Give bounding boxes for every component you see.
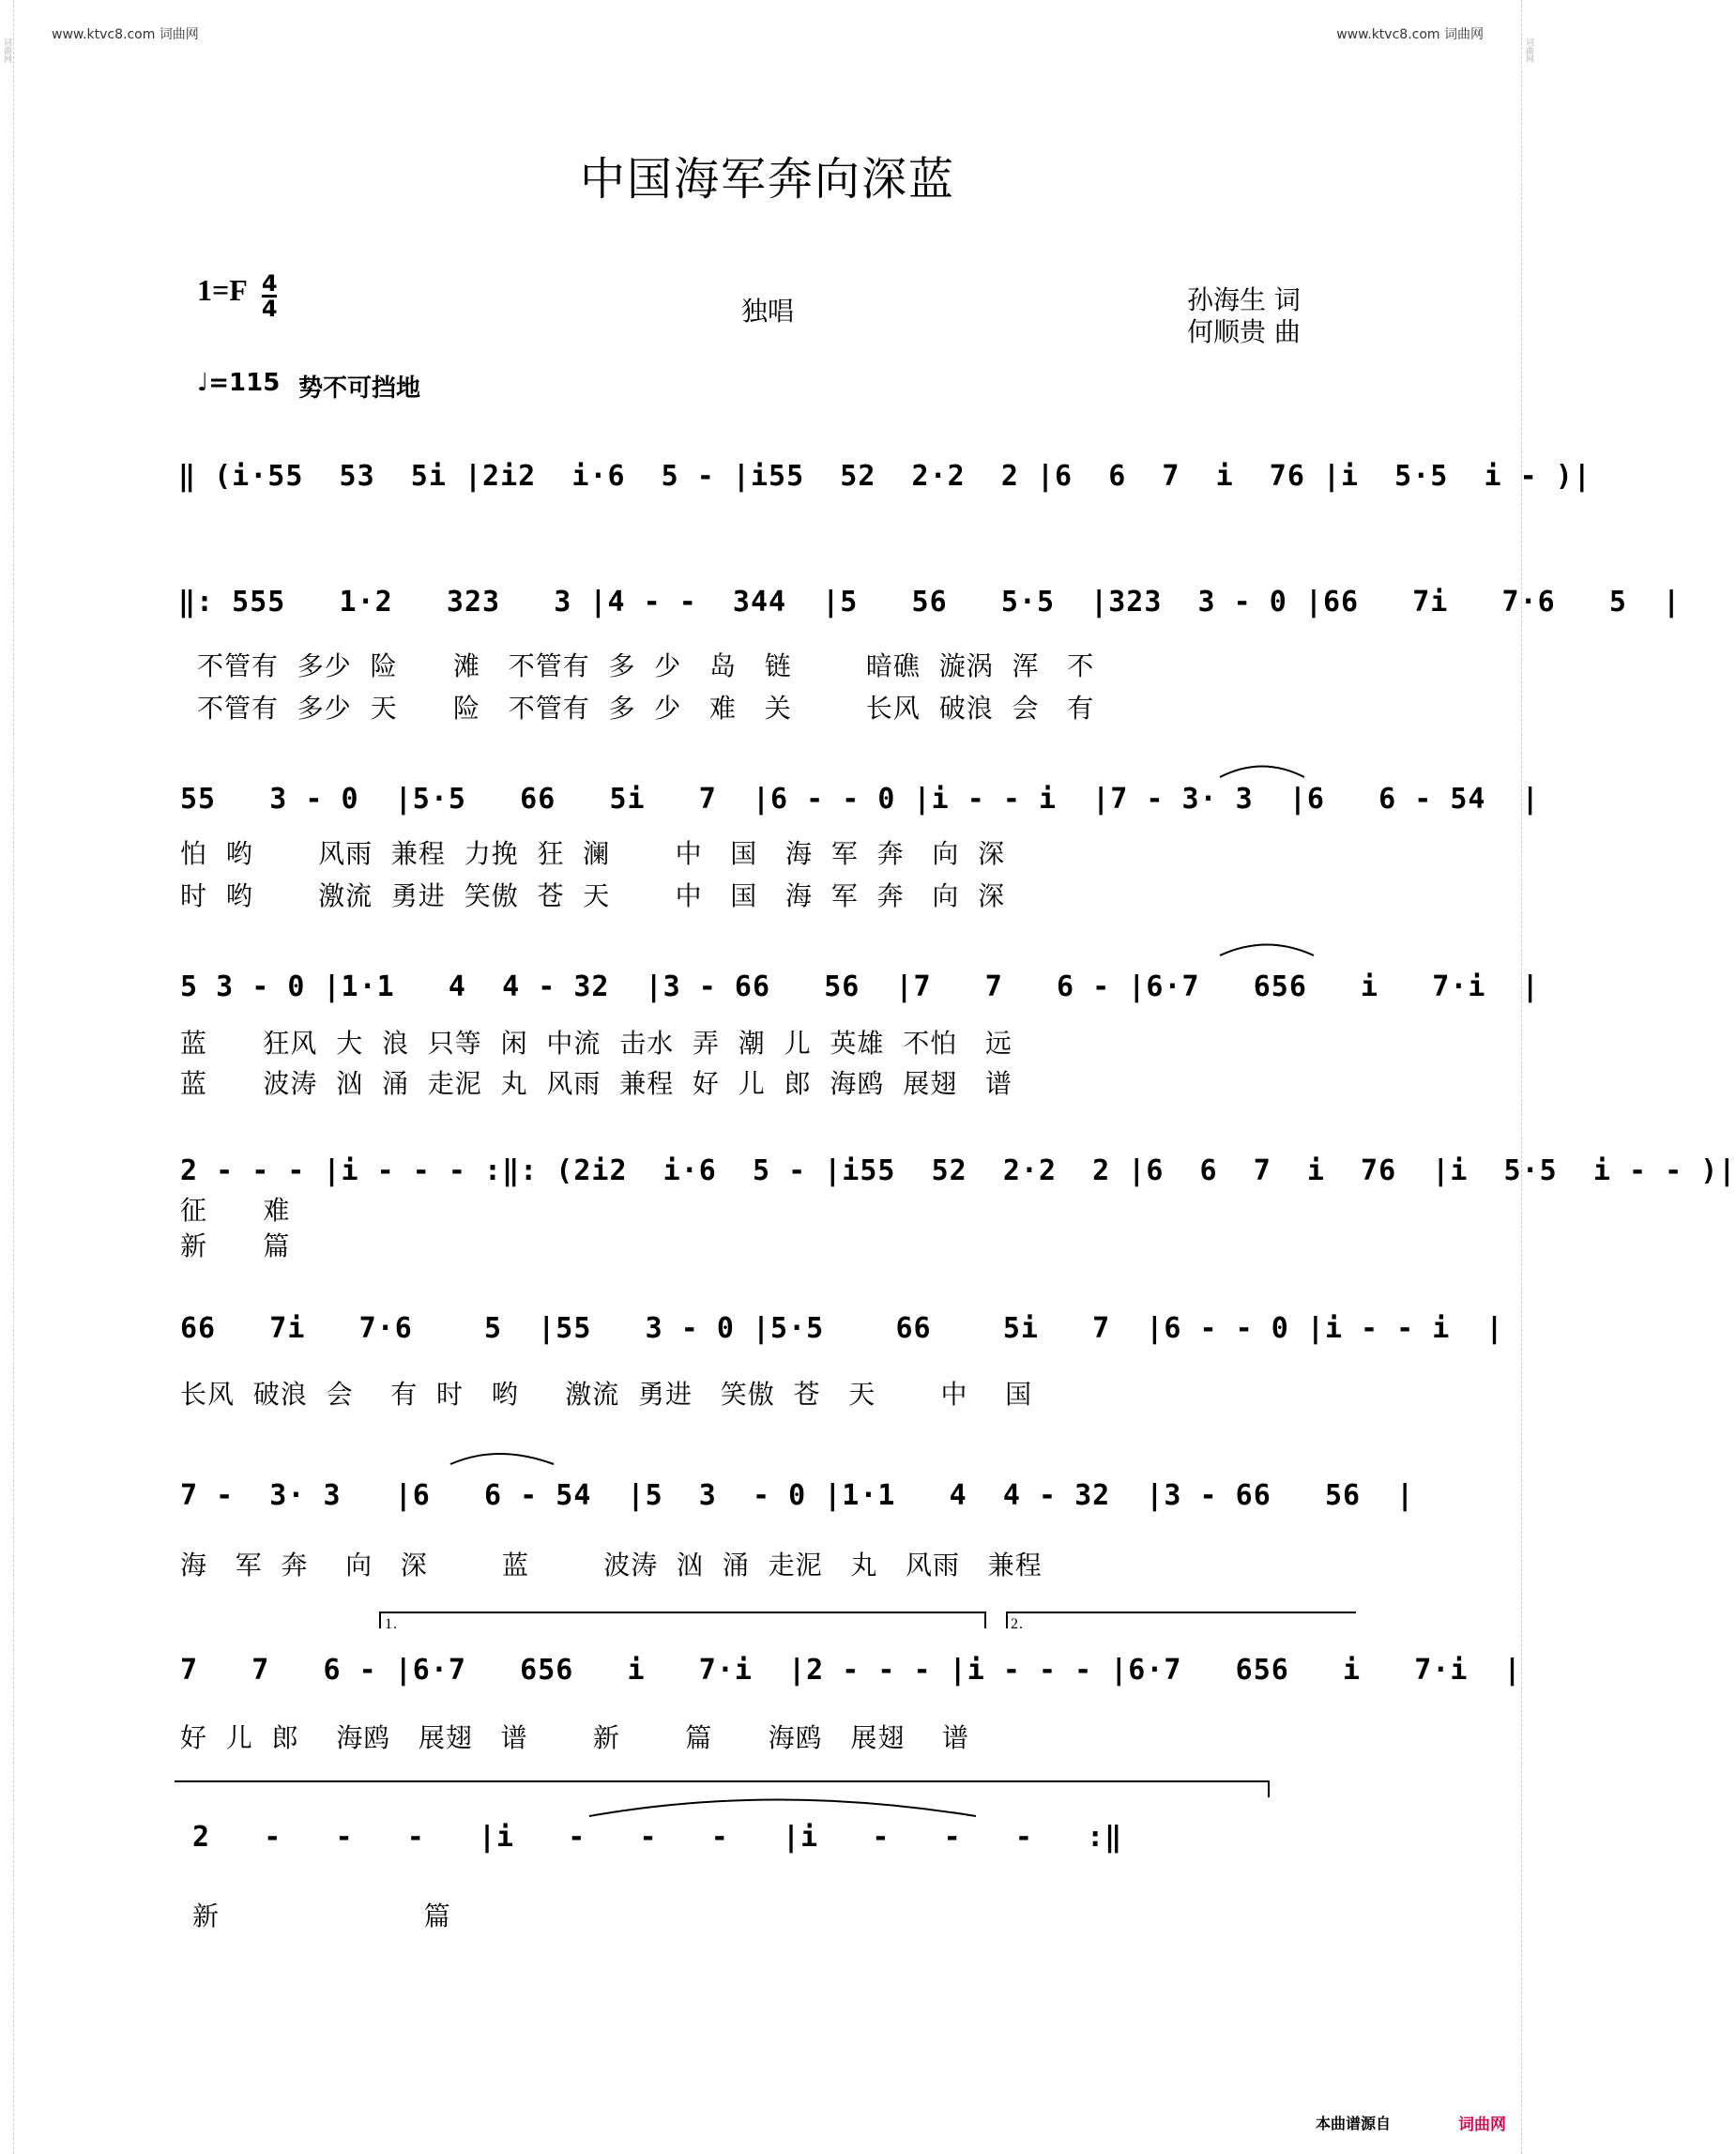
footer-source-label: 本曲谱源自 [1316, 2115, 1392, 2132]
key-label: 1=F [197, 273, 248, 307]
lyric-row-2b: 不管有 多少 天 险 不管有 多 少 难 关 长风 破浪 会 有 [197, 693, 1095, 724]
lyric-row-3a: 怕 哟 风雨 兼程 力挽 狂 澜 中 国 海 军 奔 向 深 [180, 838, 1006, 869]
score-row-6: 66 7i 7·6 5 |55 3 - 0 |5·5 66 5i 7 |6 - - 0 |i - - i | [180, 1312, 1504, 1345]
volta-1-label: 1. [385, 1616, 398, 1632]
right-rail-text: 词曲网 [1524, 38, 1533, 63]
score-row-9: 2 - - - |i - - - |i - - - :‖ [192, 1821, 1123, 1854]
score-row-2: ‖: 555 1·2 323 3 |4 - - 344 |5 56 5·5 |323 3 - 0 |66 7i 7·6 5 | [178, 586, 1682, 619]
meter-bottom: 4 [261, 296, 278, 322]
lyric-row-9a: 新 篇 [192, 1901, 451, 1932]
score-row-4: 5 3 - 0 |1·1 4 4 - 32 |3 - 66 56 |7 7 6 - |6·7 656 i 7·i | [180, 970, 1540, 1003]
lyric-row-4b: 蓝 波涛 汹 涌 走泥 丸 风雨 兼程 好 儿 郎 海鸥 展翅 谱 [180, 1068, 1013, 1099]
performance-type: 独唱 [741, 296, 795, 327]
score-row-8: 7 7 6 - |6·7 656 i 7·i |2 - - - |i - - - |6·7 656 i 7·i | [180, 1654, 1522, 1687]
lyric-row-7a: 海 军 奔 向 深 蓝 波涛 汹 涌 走泥 丸 风雨 兼程 [180, 1550, 1043, 1581]
lyric-row-5b: 新 篇 [180, 1230, 291, 1261]
lyric-row-3b: 时 哟 激流 勇进 笑傲 苍 天 中 国 海 军 奔 向 深 [180, 880, 1006, 911]
song-title: 中国海军奔向深蓝 [579, 153, 955, 206]
tempo-marking: ♩=115 [197, 369, 281, 397]
site-link-left[interactable]: www.ktvc8.com 词曲网 [52, 27, 199, 42]
score-row-1: ‖ (i·55 53 5i |2i2 i·6 5 - |i55 52 2·2 2 |6 6 7 i 76 |i 5·5 i - )| [178, 460, 1591, 493]
score-row-5: 2 - - - |i - - - :‖: (2i2 i·6 5 - |i55 52 2·2 2 |6 6 7 i 76 |i 5·5 i - - )| [180, 1154, 1736, 1187]
composer-credit: 何顺贵 曲 [1187, 316, 1301, 347]
lyric-row-6a: 长风 破浪 会 有 时 哟 激流 勇进 笑傲 苍 天 中 国 [180, 1379, 1033, 1410]
lyric-row-5a: 征 难 [180, 1195, 291, 1226]
expression-marking: 势不可挡地 [298, 374, 421, 403]
score-row-3: 55 3 - 0 |5·5 66 5i 7 |6 - - 0 |i - - i |7 - 3· 3 |6 6 - 54 | [180, 783, 1540, 816]
left-rail-text: 词曲网 [2, 38, 11, 63]
site-link-right[interactable]: www.ktvc8.com 词曲网 [1336, 27, 1484, 42]
score-row-7: 7 - 3· 3 |6 6 - 54 |5 3 - 0 |1·1 4 4 - 32 |3 - 66 56 | [180, 1479, 1415, 1512]
lyric-row-2a: 不管有 多少 险 滩 不管有 多 少 岛 链 暗礁 漩涡 浑 不 [197, 650, 1095, 681]
lyric-row-8a: 好 儿 郎 海鸥 展翅 谱 新 篇 海鸥 展翅 谱 [180, 1722, 969, 1753]
volta-2-label: 2. [1011, 1616, 1024, 1632]
lyric-row-4a: 蓝 狂风 大 浪 只等 闲 中流 击水 弄 潮 儿 英雄 不怕 远 [180, 1028, 1013, 1059]
footer-brand-link[interactable]: 词曲网 [1458, 2116, 1506, 2134]
meter-top: 4 [261, 270, 278, 297]
lyricist-credit: 孙海生 词 [1187, 284, 1301, 315]
